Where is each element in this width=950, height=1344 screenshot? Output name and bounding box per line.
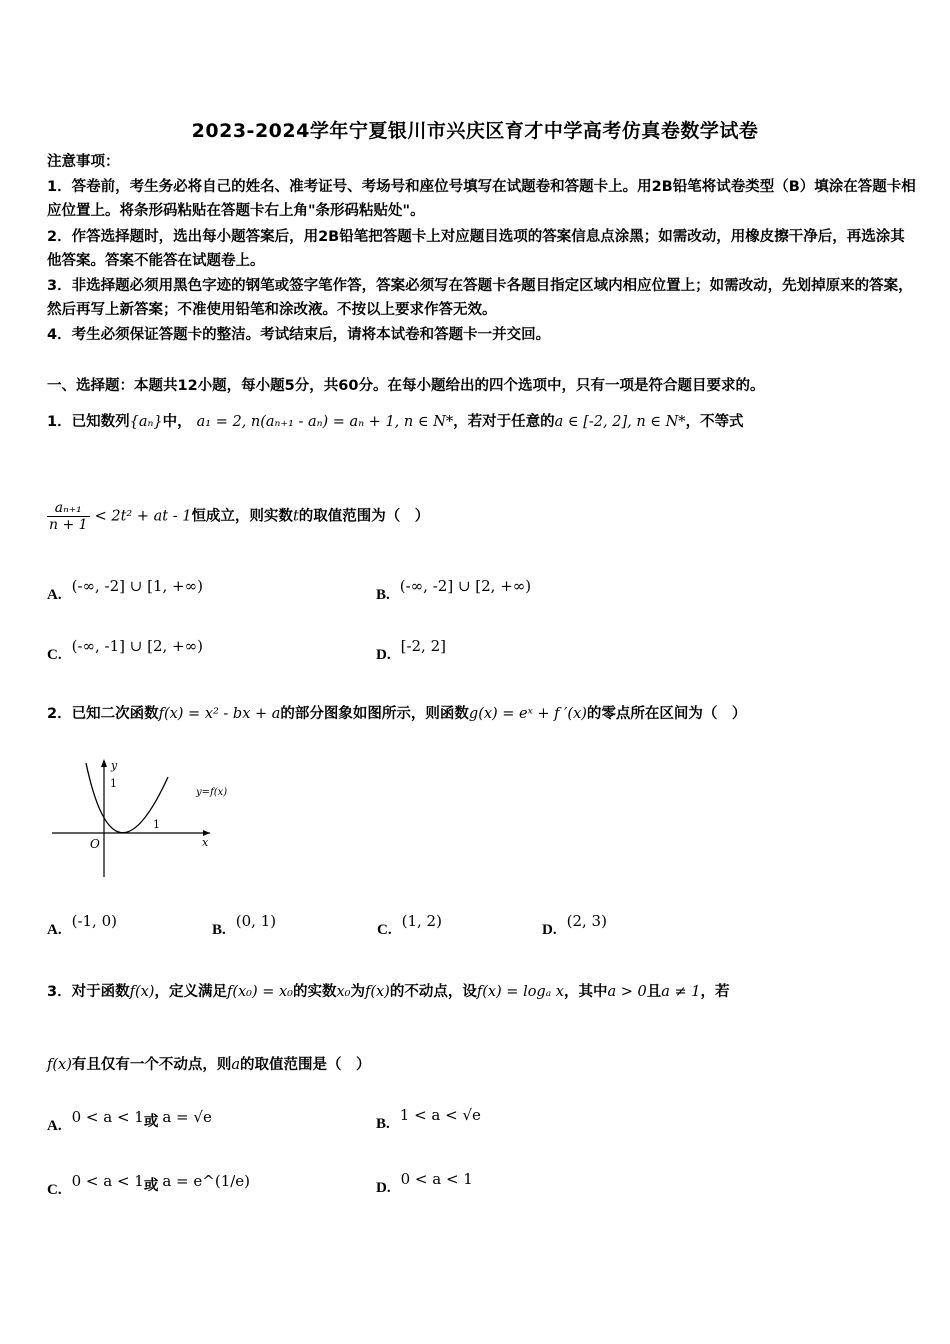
q1-inequality: < 2t² + at - 1 [94,508,192,525]
q2-option-d[interactable]: D. (2, 3) [542,912,607,938]
y-axis-arrow [101,759,107,767]
q1-range: a ∈ [-2, 2], n ∈ N* [554,414,686,430]
y-tick-label: 1 [110,777,117,790]
page-title: 2023-2024学年宁夏银川市兴庆区育才中学高考仿真卷数学试卷 [191,120,759,142]
q2-f: f(x) = x² - bx + a [158,706,281,722]
q3-fixed-point-def: f(x₀) = x₀ [226,984,293,1000]
q2-option-c[interactable]: C. (1, 2) [377,912,442,938]
q1-fraction: $\frac{\text{aₙ₊₁}}{n + 1}$ [49,500,88,533]
notice-item-1: 1．答卷前，考生务必将自己的姓名、准考证号、考场号和座位号填写在试题卷和答题卡上。用2B铅笔将试卷类型（B）填涂在答题卡相应位置上。将条形码粘贴在答题卡右上角"条形码粘贴处"。 [47,179,916,219]
notice-heading: 注意事项： [47,154,120,170]
q3-option-c[interactable]: C. 0 < a < 1或 a = e^(1/e) [47,1172,251,1198]
x-tick-label: 1 [153,818,160,831]
q3-option-b[interactable]: B. 1 < a < √e [376,1106,481,1132]
question-1-line-2: $\frac{\text{aₙ₊₁}}{n + 1}$ < 2t² + at - 1恒成立，则实数t的取值范围为（ ） [49,500,430,533]
q1-sequence: {aₙ} [129,414,163,430]
q2-g: g(x) = eˣ + f ′(x) [468,706,587,722]
q3-log-function: f(x) = logₐ x [476,984,564,1000]
question-3-line-1: 3．对于函数f(x)，定义满足f(x₀) = x₀的实数x₀为f(x)的不动点，设f(x) = logₐ x，其中a > 0且a ≠ 1，若 [47,984,730,1000]
q1-option-b[interactable]: B. (-∞, -2] ∪ [2, +∞) [376,577,532,603]
notice-item-4: 4．考生必须保证答题卡的整洁。考试结束后，请将本试卷和答题卡一并交回。 [47,327,551,343]
curve-label: y=f(x) [196,787,228,798]
q3-option-d[interactable]: D. 0 < a < 1 [376,1170,473,1196]
origin-label: O [90,837,100,851]
q1-option-a[interactable]: A. (-∞, -2] ∪ [1, +∞) [47,577,203,603]
x-axis-label: x [202,836,209,849]
question-1-line-1: 1．已知数列{aₙ}中， a₁ = 2, n(aₙ₊₁ - aₙ) = aₙ + 1, n ∈ N*，若对于任意的a ∈ [-2, 2], n ∈ N*，不等式 [47,414,744,430]
section-heading: 一、选择题：本题共12小题，每小题5分，共60分。在每小题给出的四个选项中，只有一项是符合题目要求的。 [47,378,765,394]
q2-option-a[interactable]: A. (-1, 0) [47,912,117,938]
question-3-line-2: f(x)有且仅有一个不动点，则a的取值范围是（ ） [47,1057,371,1073]
question-2-text: 2．已知二次函数f(x) = x² - bx + a的部分图象如图所示，则函数g(x) = eˣ + f ′(x)的零点所在区间为（ ） [47,706,747,722]
q1-option-c[interactable]: C. (-∞, -1] ∪ [2, +∞) [47,637,203,663]
q1-condition: a₁ = 2, n(aₙ₊₁ - aₙ) = aₙ + 1, n ∈ N* [196,414,454,430]
y-axis-label: y [111,759,118,772]
notice-item-2: 2．作答选择题时，选出每小题答案后，用2B铅笔把答题卡上对应题目选项的答案信息点涂黑；如需改动，用橡皮擦干净后，再选涂其他答案。答案不能答在试题卷上。 [47,229,905,269]
q3-option-a[interactable]: A. 0 < a < 1或 a = √e [47,1108,212,1134]
q2-option-b[interactable]: B. (0, 1) [212,912,277,938]
q1-option-d[interactable]: D. [-2, 2] [376,637,446,663]
q2-parabola-graph [50,755,240,880]
notice-item-3: 3．非选择题必须用黑色字迹的钢笔或签字笔作答，答案必须写在答题卡各题目指定区域内相应位置上；如需改动，先划掉原来的答案，然后再写上新答案；不准使用铅笔和涂改液。不按以上要求作答无效。 [47,278,913,318]
